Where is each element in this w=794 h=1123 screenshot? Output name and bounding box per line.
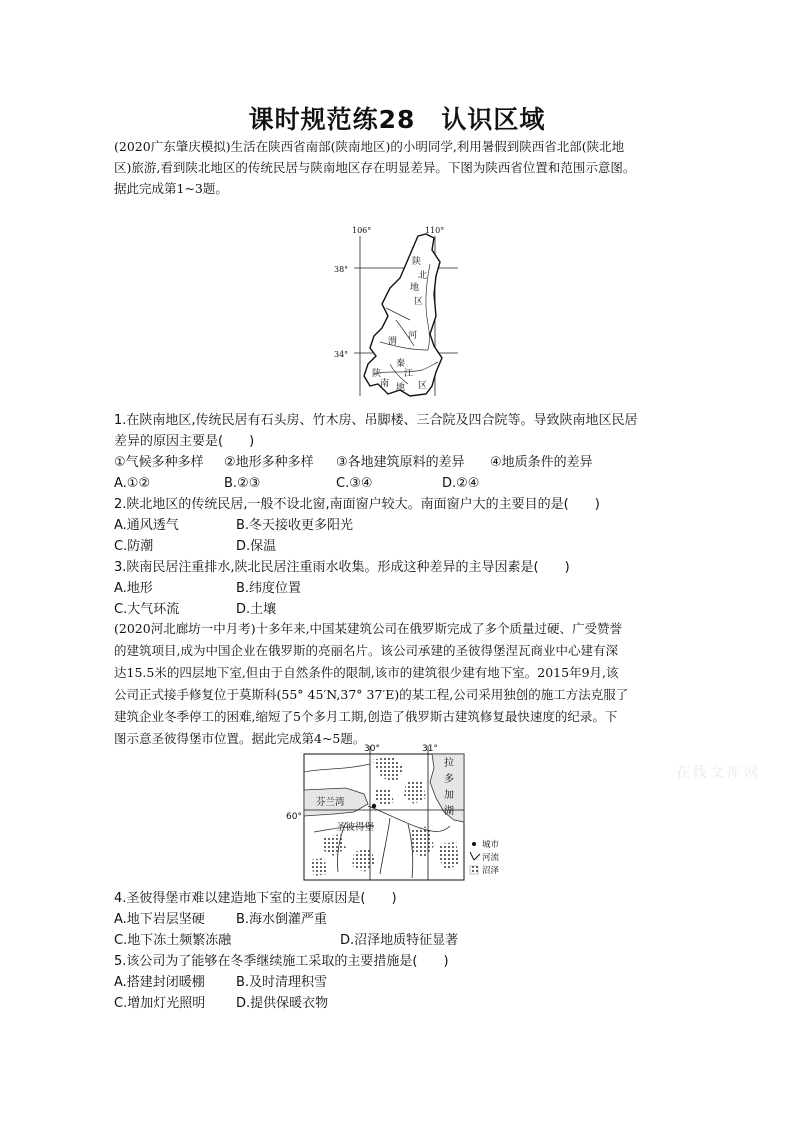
lon-label: 31° — [422, 744, 438, 754]
option-d[interactable]: D.保温 — [236, 539, 277, 554]
factor-item: ②地形多种多样 — [224, 455, 314, 470]
question-2-stem: 2.陕北地区的传统民居,一般不设北窗,南面窗户较大。南面窗户大的主要目的是( ) — [114, 497, 600, 512]
lon-label: 30° — [364, 744, 380, 754]
question-1-stem: 1.在陕南地区,传统民居有石头房、竹木房、吊脚楼、三合院及四合院等。导致陕南地区民居 — [114, 413, 638, 428]
question-2-options-row1 — [114, 515, 674, 536]
legend-swamp-symbol — [470, 866, 478, 874]
region-char: 地 — [396, 383, 406, 393]
intro-line: 据此完成第1~3题。 — [114, 181, 228, 196]
option-b[interactable]: B.纬度位置 — [236, 581, 302, 596]
page-title: 课时规范练28 认识区域 — [248, 105, 546, 134]
question-4-options-row1 — [114, 909, 674, 930]
option-a[interactable]: A.通风透气 — [114, 518, 179, 533]
lat-label: 34° — [334, 350, 349, 359]
intro-line: 公司正式接手修复位于莫斯科(55° 45′N,37° 37′E)的某工程,公司采用独创的施工方法克服了 — [114, 687, 629, 702]
region-char: 陕 — [372, 369, 382, 379]
city-marker — [372, 804, 376, 808]
region-char: 区 — [418, 381, 428, 391]
option-c[interactable]: C.③④ — [336, 476, 373, 491]
watermark: 在线文库网 — [676, 765, 761, 781]
factor-item: ③各地建筑原料的差异 — [336, 455, 465, 470]
region-char: 北 — [418, 271, 428, 281]
lat-label: 60° — [286, 812, 302, 822]
option-c[interactable]: C.地下冻土频繁冻融 — [114, 933, 232, 948]
question-1-options — [114, 473, 674, 494]
legend-river-symbol — [470, 852, 480, 860]
region-char: 南 — [380, 379, 390, 389]
region-char: 陕 — [412, 257, 422, 267]
question-3-options-row1 — [114, 578, 674, 599]
lake-char: 多 — [444, 774, 454, 785]
option-c[interactable]: C.增加灯光照明 — [114, 996, 206, 1011]
question-5-stem: 5.该公司为了能够在冬季继续施工采取的主要措施是( ) — [114, 954, 449, 969]
region-char: 江 — [404, 369, 414, 379]
question-1-stem-cont: 差异的原因主要是( ) — [114, 434, 255, 449]
factor-item: ①气候多种多样 — [114, 455, 204, 470]
legend-label: 沼泽 — [482, 866, 500, 876]
map-legend — [470, 839, 500, 876]
option-b[interactable]: B.②③ — [224, 476, 261, 491]
intro-line: 达15.5米的四层地下室,但由于自然条件的限制,该市的建筑很少建有地下室。2015年9月,该 — [114, 665, 619, 680]
saint-petersburg-map — [284, 742, 506, 882]
intro-line: (2020广东肇庆模拟)生活在陕西省南部(陕南地区)的小明同学,利用暑假到陕西省北部(陕北地 — [114, 139, 625, 154]
option-a[interactable]: A.搭建封闭暖棚 — [114, 975, 205, 990]
lon-label: 106° — [352, 226, 372, 235]
legend-label: 河流 — [482, 853, 500, 863]
factor-item: ④地质条件的差异 — [490, 455, 593, 470]
question-4-options-row2 — [114, 930, 674, 951]
option-b[interactable]: B.海水倒灌严重 — [236, 912, 328, 927]
option-a[interactable]: A.地下岩层坚硬 — [114, 912, 205, 927]
option-d[interactable]: D.沼泽地质特征显著 — [340, 933, 459, 948]
legend-label: 城市 — [482, 840, 500, 850]
option-d[interactable]: D.提供保暖衣物 — [236, 996, 329, 1011]
region-char: 秦 — [396, 359, 406, 369]
gulf-label: 芬兰湾 — [316, 797, 345, 808]
intro-line: (2020河北廊坊一中月考)十多年来,中国某建筑公司在俄罗斯完成了多个质量过硬、广受赞誉 — [114, 621, 623, 636]
option-a[interactable]: A.地形 — [114, 581, 153, 596]
question-4-stem: 4.圣彼得堡市难以建造地下室的主要原因是( ) — [114, 891, 397, 906]
lat-label: 38° — [334, 265, 349, 274]
option-c[interactable]: C.防潮 — [114, 539, 154, 554]
region-char: 河 — [408, 331, 418, 341]
intro-line: 建筑企业冬季停工的困难,缩短了5个多月工期,创造了俄罗斯古建筑修复最快速度的纪录。下 — [114, 709, 618, 724]
legend-city-symbol — [472, 842, 476, 846]
lake-char: 加 — [444, 790, 454, 801]
shaanxi-map — [330, 224, 470, 404]
question-5-options-row1 — [114, 972, 674, 993]
option-a[interactable]: A.①② — [114, 476, 151, 491]
region-char: 渭 — [388, 337, 398, 347]
question-3-stem: 3.陕南民居注重排水,陕北民居注重雨水收集。形成这种差异的主导因素是( ) — [114, 560, 570, 575]
lon-label: 110° — [425, 226, 445, 235]
option-b[interactable]: B.及时清理积雪 — [236, 975, 328, 990]
question-5-options-row2 — [114, 993, 674, 1014]
question-2-options-row2 — [114, 536, 674, 557]
intro-line: 图示意圣彼得堡市位置。据此完成第4~5题。 — [114, 731, 366, 746]
option-c[interactable]: C.大气环流 — [114, 602, 180, 617]
region-char: 区 — [414, 297, 424, 307]
option-d[interactable]: D.②④ — [442, 476, 480, 491]
intro-line: 的建筑项目,成为中国企业在俄罗斯的亮丽名片。该公司承建的圣彼得堡涅瓦商业中心建有深 — [114, 643, 618, 658]
region-char: 地 — [410, 283, 420, 293]
option-d[interactable]: D.土壤 — [236, 602, 277, 617]
intro-line: 区)旅游,看到陕北地区的传统民居与陕南地区存在明显差异。下图为陕西省位置和范围示意图。 — [114, 160, 636, 175]
lake-char: 湖 — [444, 806, 454, 817]
question-3-options-row2 — [114, 599, 674, 620]
option-b[interactable]: B.冬天接收更多阳光 — [236, 518, 354, 533]
lake-char: 拉 — [444, 758, 454, 769]
city-label: 圣彼得堡 — [336, 822, 375, 833]
question-1-factors — [114, 452, 674, 473]
